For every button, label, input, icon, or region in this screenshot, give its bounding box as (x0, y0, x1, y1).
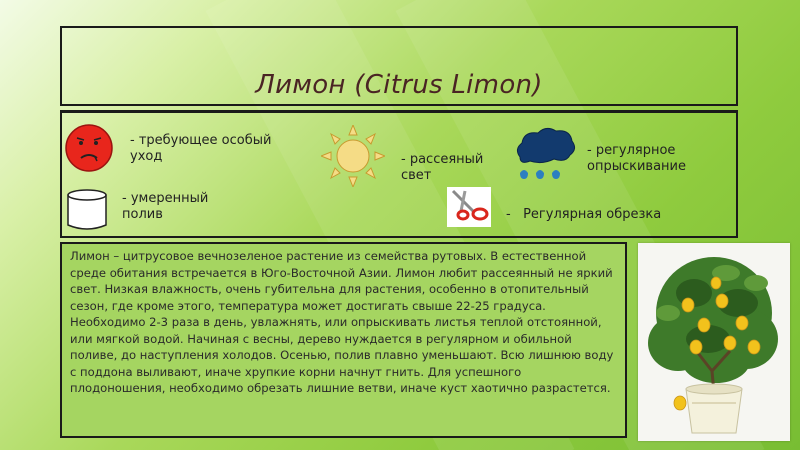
plant-description: Лимон – цитрусовое вечнозеленое растение из семейства рутовых. В естественной среде обитания встречается в Юго-Восточной Азии. Лимон любит рассеянный не яркий свет. Низкая влажность, очень губительна для растения, особенно в отопительный сезон, где кроме этого, температура может достигать свыше 22-25 градуса. Необходимо 2-3 раза в день, увлажнять, или опрыскивать листья теплой отстоянной, или мягкой водой. Начиная с весны, дерево нуждается в регулярном и обильной поливе, до наступления холодов. Осенью, полив плавно уменьшают. Всю лишнюю воду с поддона выливают, иначе хрупкие корни начнут гнить. Для успешного плодоношения, необходимо обрезать лишние ветви, иначе куст хаотично разрастется. (70, 249, 614, 395)
rain-cloud-icon (512, 123, 578, 185)
regular-spraying-label: - регулярное опрыскивание (587, 143, 686, 174)
regular-pruning-label: - Регулярная обрезка (506, 207, 662, 222)
scissors-icon (447, 187, 491, 227)
lemon-tree-photo (638, 243, 790, 441)
moderate-watering-label: - умеренный полив (122, 191, 209, 222)
title-frame (60, 26, 738, 106)
diffused-light-label: - рассеяный свет (401, 152, 484, 183)
lemon-tree-illustration (638, 243, 790, 441)
care-legend-frame (60, 110, 738, 238)
special-care-label: - требующее особый уход (130, 133, 272, 164)
sad-face-icon (64, 123, 114, 173)
sun-icon (321, 125, 385, 187)
cylinder-pot-icon (64, 187, 110, 233)
slide-title: Лимон (Citrus Limon) (255, 70, 543, 100)
description-panel (60, 242, 627, 438)
